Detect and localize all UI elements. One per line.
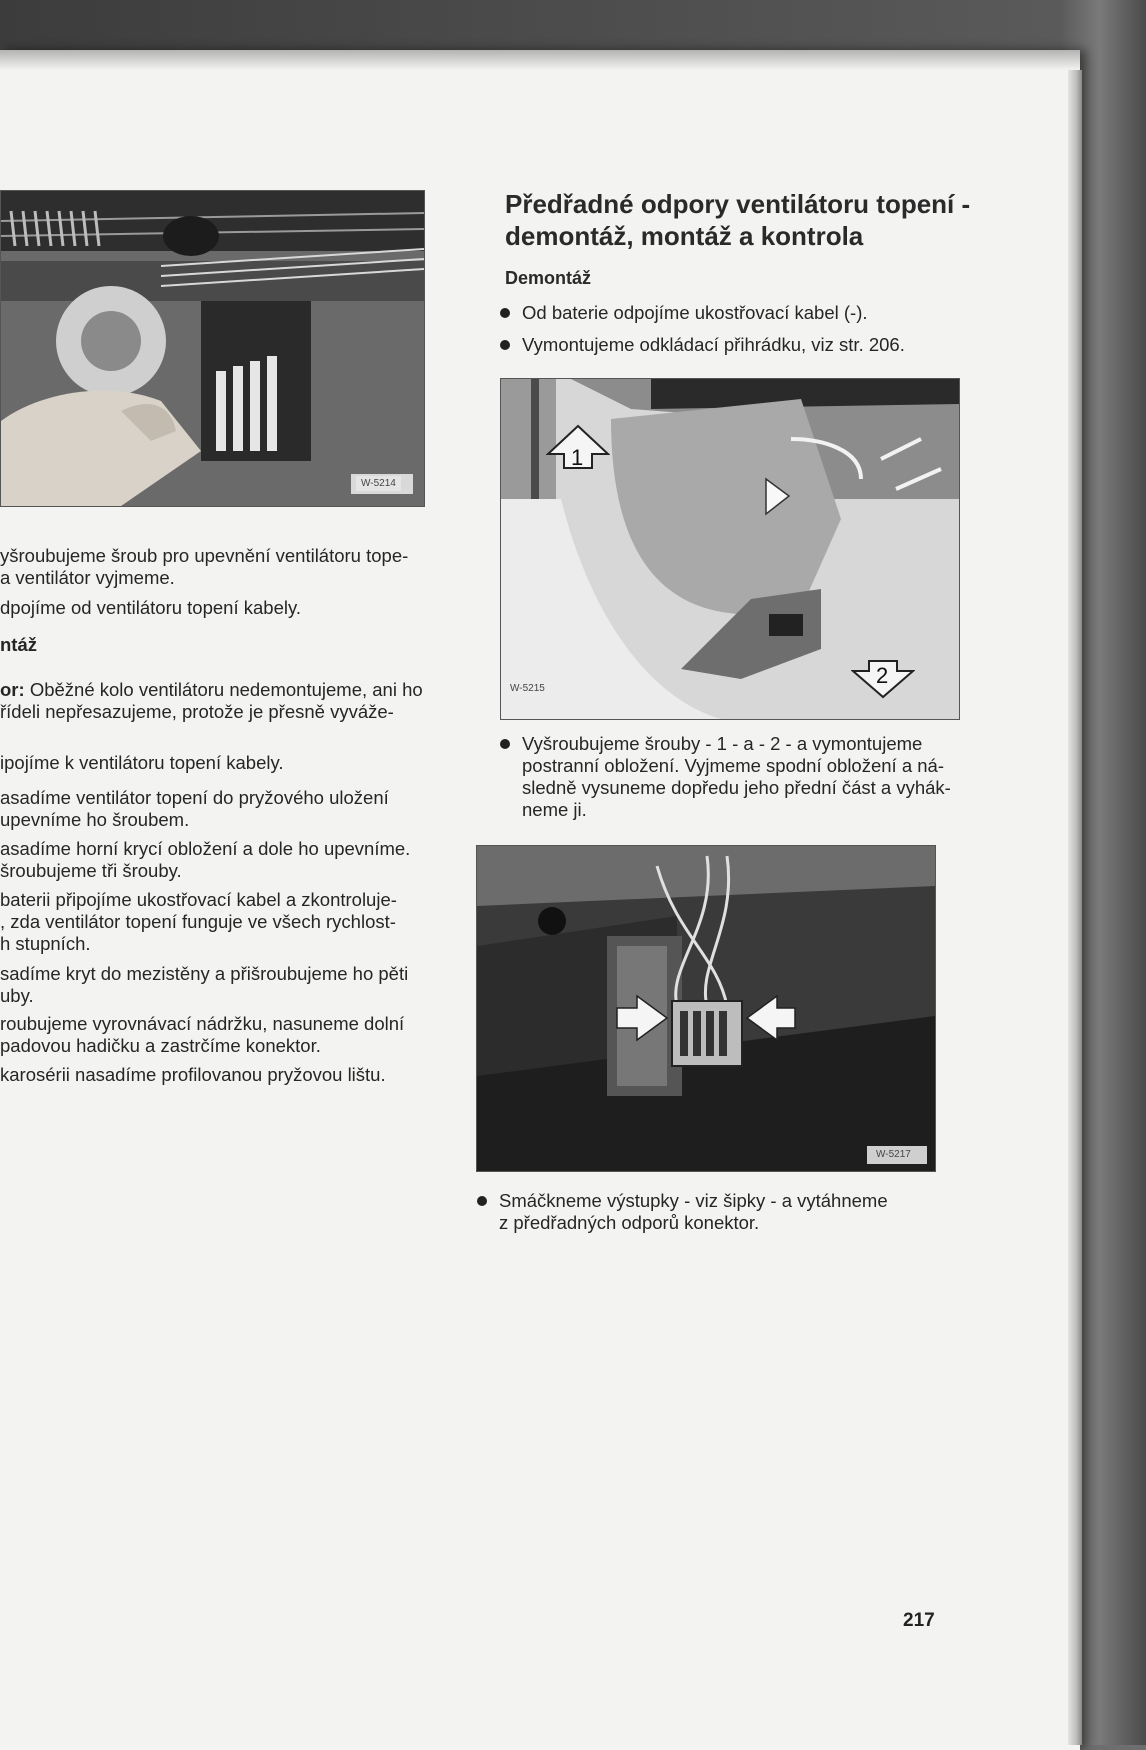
text-line: Vymontujeme odkládací přihrádku, viz str. 206. xyxy=(522,334,905,355)
left-paragraph xyxy=(0,963,440,1007)
bullet-dot-icon xyxy=(477,1196,487,1206)
text-line: Smáčkneme výstupky - viz šipky - a vytáhneme xyxy=(499,1190,888,1211)
text-line: upevníme ho šroubem. xyxy=(0,809,190,830)
callout-label-1: 1 xyxy=(571,445,584,470)
left-paragraph xyxy=(0,545,440,589)
photo-code: W-5215 xyxy=(510,683,545,694)
callout-label-2: 2 xyxy=(876,663,889,688)
text-line: dpojíme od ventilátoru topení kabely. xyxy=(0,597,301,618)
text-line: sadíme kryt do mezistěny a přišroubujeme ho pěti xyxy=(0,963,409,984)
text-line: z předřadných odporů konektor. xyxy=(499,1212,760,1233)
text-line: roubujeme vyrovnávací nádržku, nasuneme dolní xyxy=(0,1013,405,1034)
left-note xyxy=(0,679,440,723)
left-paragraph xyxy=(0,787,440,831)
subheading-demontaz: Demontáž xyxy=(505,268,592,288)
text-line: yšroubujeme šroub pro upevnění ventilátoru tope- xyxy=(0,545,409,566)
photo-connector xyxy=(476,845,936,1172)
text-line: asadíme ventilátor topení do pryžového uložení xyxy=(0,787,389,808)
bullet-dot-icon xyxy=(500,308,510,318)
page-number: 217 xyxy=(903,1610,935,1631)
bullet-dot-icon xyxy=(500,340,510,350)
text-line: a ventilátor vyjmeme. xyxy=(0,567,175,588)
photo-blower-fan xyxy=(0,190,425,507)
bullet-item xyxy=(500,334,970,356)
text-line: řídeli nepřesazujeme, protože je přesně vyváže- xyxy=(0,701,394,722)
photo-code: W-5214 xyxy=(356,476,401,491)
note-lead: or: xyxy=(0,679,25,700)
left-subheading xyxy=(0,634,440,656)
text-line: , zda ventilátor topení funguje ve všech rychlost- xyxy=(0,911,396,932)
section-title xyxy=(505,188,985,252)
left-paragraph xyxy=(0,1064,440,1086)
text-line: baterii připojíme ukostřovací kabel a zkontroluje- xyxy=(0,889,397,910)
bullet-item xyxy=(500,302,970,324)
bullet-dot-icon xyxy=(500,739,510,749)
left-paragraph xyxy=(0,889,440,955)
text-line: uby. xyxy=(0,985,34,1006)
text-line: postranní obložení. Vyjmeme spodní obložení a ná- xyxy=(522,755,944,776)
text-line: šroubujeme tři šrouby. xyxy=(0,860,182,881)
text-line: neme ji. xyxy=(522,799,587,820)
text-line: h stupních. xyxy=(0,933,91,954)
text-line: Oběžné kolo ventilátoru nedemontujeme, ani ho xyxy=(29,679,423,700)
text-line: asadíme horní krycí obložení a dole ho upevníme. xyxy=(0,838,411,859)
page-edge xyxy=(1068,70,1082,1745)
left-paragraph xyxy=(0,1013,440,1057)
text-line: sledně vysuneme dopředu jeho přední část a vyhák- xyxy=(522,777,951,798)
left-paragraph xyxy=(0,597,440,619)
left-paragraph xyxy=(0,838,440,882)
photo-code: W-5217 xyxy=(876,1149,911,1160)
text-line: karosérii nasadíme profilovanou pryžovou lištu. xyxy=(0,1064,386,1085)
left-paragraph xyxy=(0,752,440,774)
title-line: Předřadné odpory ventilátoru topení - xyxy=(505,189,971,219)
title-line: demontáž, montáž a kontrola xyxy=(505,221,864,251)
text-line: ntáž xyxy=(0,634,37,655)
text-line: Vyšroubujeme šrouby - 1 - a - 2 - a vymontujeme xyxy=(522,733,923,754)
text-line: Od baterie odpojíme ukostřovací kabel (-). xyxy=(522,302,868,323)
text-line: padovou hadičku a zastrčíme konektor. xyxy=(0,1035,321,1056)
page-shadow xyxy=(0,50,1080,70)
bullet-item xyxy=(477,1190,947,1234)
text-line: ipojíme k ventilátoru topení kabely. xyxy=(0,752,284,773)
bullet-item xyxy=(500,733,970,821)
photo-side-trim xyxy=(500,378,960,720)
